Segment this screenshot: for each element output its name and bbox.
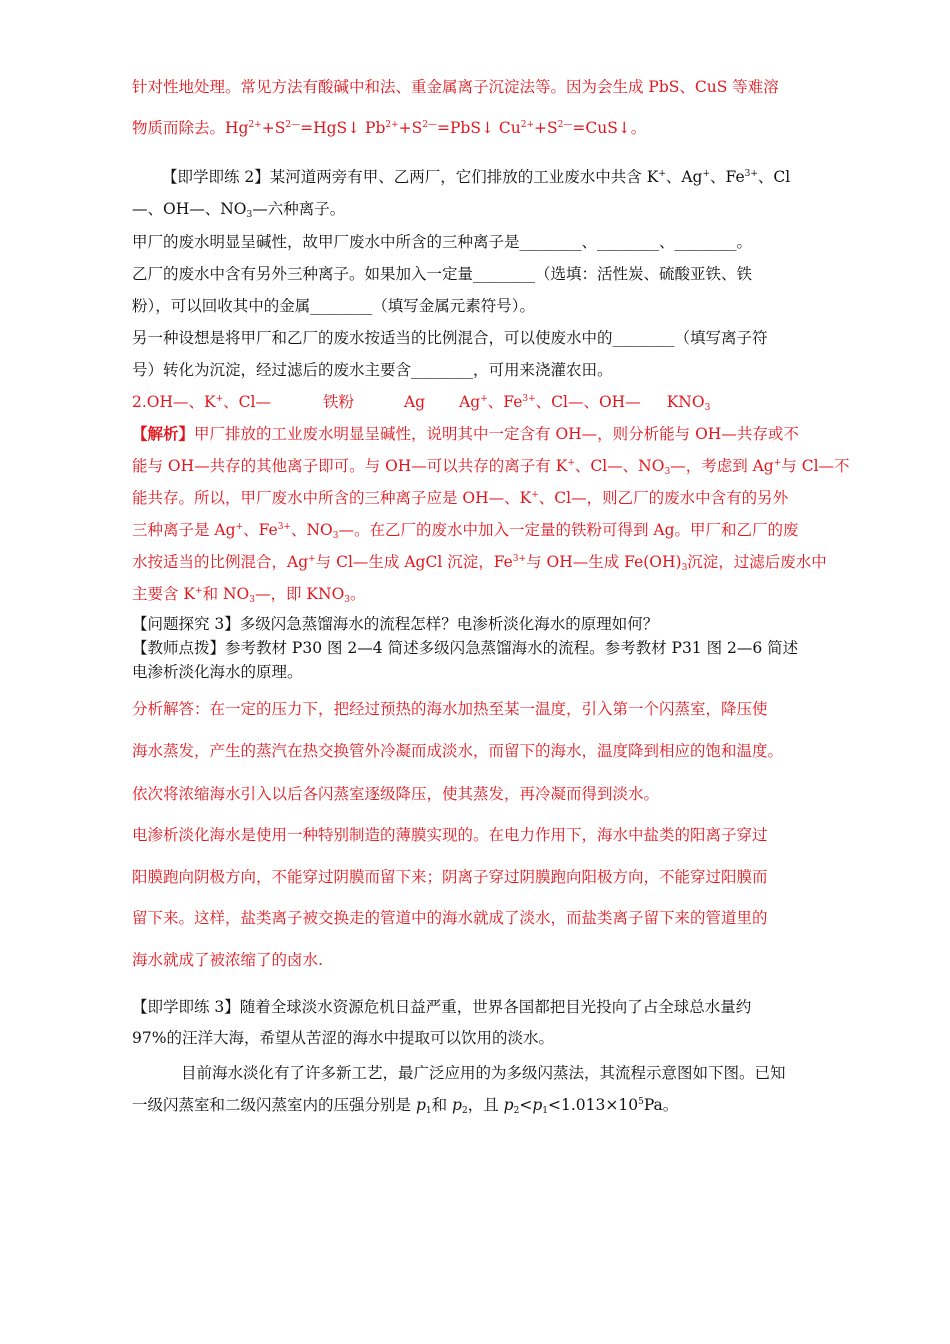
- text: 留下来。这样，盐类离子被交换走的管道中的海水就成了淡水，而盐类离子留下来的管道里的: [132, 909, 768, 927]
- text: 、Fe: [487, 393, 523, 411]
- superscript: +: [658, 169, 666, 179]
- text: 海水就成了被浓缩了的卤水.: [132, 951, 323, 969]
- text: 、Fe: [710, 168, 745, 186]
- superscript: 2—: [422, 120, 438, 130]
- text: 电渗析淡化海水是使用一种特别制造的薄膜实现的。在电力作用下，海水中盐类的阳离子穿过: [132, 826, 768, 844]
- practice3-line2: [132, 1027, 554, 1049]
- text: —，考虑到 Ag: [670, 457, 774, 475]
- text: ，且: [467, 1096, 504, 1114]
- text: 、Cl—: [223, 393, 271, 411]
- text: —、OH—、NO: [132, 200, 247, 218]
- explore3-answer1: [132, 698, 768, 720]
- practice3-line1: [132, 996, 751, 1018]
- practice2-line2: [132, 198, 345, 220]
- analysis-line4: [132, 519, 799, 541]
- text: +S: [398, 119, 423, 137]
- text: Ag: [403, 393, 426, 411]
- superscript: 5: [638, 1097, 644, 1107]
- text: 铁粉: [322, 393, 354, 411]
- explore3-answer2: [132, 740, 783, 762]
- text: 针对性地处理。常见方法有酸碱中和法、重金属离子沉淀法等。因为会生成 PbS、CuS 等难溶: [132, 78, 779, 96]
- explore3-answer3: [132, 783, 659, 805]
- text: 水按适当的比例混合，Ag: [132, 553, 309, 571]
- text: 目前海水淡化有了许多新工艺，最广泛应用的为多级闪蒸法，其流程示意图如下图。已知: [181, 1064, 786, 1082]
- superscript: 3+: [277, 522, 291, 532]
- analysis-line3: [132, 487, 788, 509]
- text: 与 OH—生成 Fe(OH): [526, 553, 682, 571]
- text: 、Cl—、OH—: [535, 393, 641, 411]
- analysis-label: 【解析】: [132, 424, 195, 443]
- superscript: 2—: [557, 120, 573, 130]
- pressure-symbol: p: [532, 1096, 543, 1114]
- text: +S: [261, 119, 286, 137]
- text: —，即 KNO: [255, 585, 345, 603]
- text: 海水蒸发，产生的蒸汽在热交换管外冷凝而成淡水，而留下的海水，温度降到相应的饱和温度。: [132, 742, 784, 760]
- explore3-answer7: [132, 949, 323, 971]
- superscript: 2+: [385, 120, 399, 130]
- text: 一级闪蒸室和二级闪蒸室内的压强分别是: [132, 1096, 416, 1114]
- subscript: 3: [332, 531, 339, 541]
- section1-line2: [132, 117, 646, 139]
- subscript: 3: [704, 403, 711, 413]
- text: 能共存。所以，甲厂废水中所含的三种离子应是 OH—、K: [132, 489, 532, 507]
- text: 。: [350, 585, 366, 603]
- subscript: 3: [246, 210, 253, 220]
- text: 、Cl—、NO: [574, 457, 665, 475]
- text: 分析解答：在一定的压力下，把经过预热的海水加热至某一温度，引入第一个闪蒸室，降压使: [132, 700, 768, 718]
- text: —六种离子。: [252, 200, 346, 218]
- subscript: 1: [542, 1106, 548, 1116]
- superscript: +: [567, 458, 575, 468]
- superscript: +: [531, 490, 539, 500]
- explore3-answer4: [132, 824, 768, 846]
- analysis-line5: [132, 551, 827, 573]
- text: 2.OH—、K: [132, 393, 216, 411]
- superscript: 3+: [512, 554, 527, 564]
- text: 【问题探究 3】多级闪急蒸馏海水的流程怎样？电渗析淡化海水的原理如何？: [132, 615, 659, 633]
- practice2-line3: [132, 231, 752, 253]
- text: 依次将浓缩海水引入以后各闪蒸室逐级降压，使其蒸发，再冷凝而得到淡水。: [132, 785, 660, 803]
- subscript: 3: [681, 563, 688, 573]
- text: Pa。: [643, 1096, 679, 1114]
- text: —。在乙厂的废水中加入一定量的铁粉可得到 Ag。甲厂和乙厂的废: [338, 521, 799, 539]
- superscript: +: [308, 554, 316, 564]
- text: 粉），可以回收其中的金属________（填写金属元素符号）。: [132, 297, 536, 315]
- explore3-question: [132, 613, 658, 635]
- superscript: 2+: [248, 120, 262, 130]
- text: 三种离子是 Ag: [132, 521, 236, 539]
- text: 、NO: [290, 521, 333, 539]
- subscript: 3: [344, 595, 351, 605]
- text: 甲厂排放的工业废水明显呈碱性，说明其中一定含有 OH—，则分析能与 OH—共存或不: [194, 425, 799, 443]
- text: 乙厂的废水中含有另外三种离子。如果加入一定量________（选填：活性炭、硫酸亚铁、铁: [132, 265, 753, 283]
- practice2-line4: [132, 263, 752, 285]
- text: 能与 OH—共存的其他离子即可。与 OH—可以共存的离子有 K: [132, 457, 568, 475]
- analysis-line2: [132, 455, 850, 477]
- text: 、Ag: [665, 168, 703, 186]
- superscript: +: [702, 169, 711, 179]
- explore3-answer6: [132, 907, 768, 929]
- section1-line1: [132, 76, 779, 98]
- pressure-symbol: p: [503, 1096, 514, 1114]
- practice3-line3: [181, 1062, 786, 1084]
- text: 【即学即练 2】某河道两旁有甲、乙两厂，它们排放的工业废水中共含 K: [162, 168, 659, 186]
- text: 和: [431, 1096, 453, 1114]
- text: 物质而除去。Hg: [132, 119, 249, 137]
- explore3-teacher2: [132, 661, 303, 683]
- text: =HgS↓ Pb: [300, 119, 386, 137]
- text: +S: [534, 119, 558, 137]
- practice3-line4: [132, 1094, 678, 1116]
- superscript: 2—: [285, 120, 301, 130]
- practice2-answer: [132, 391, 710, 413]
- superscript: +: [195, 586, 203, 596]
- superscript: +: [480, 394, 488, 404]
- subscript: 1: [425, 1106, 432, 1116]
- superscript: 2+: [520, 120, 535, 130]
- subscript: 3: [249, 595, 255, 605]
- text: 、Cl: [757, 168, 791, 186]
- subscript: 2: [513, 1106, 520, 1116]
- superscript: 3+: [522, 394, 536, 404]
- text: 号）转化为沉淀，经过滤后的废水主要含________，可用来浇灌农田。: [132, 361, 613, 379]
- text: 电渗析淡化海水的原理。: [132, 663, 303, 681]
- analysis-line1: [132, 423, 799, 445]
- practice2-line5: [132, 295, 535, 317]
- pressure-symbol: p: [415, 1096, 426, 1114]
- pressure-symbol: p: [452, 1096, 462, 1114]
- text: 阳膜跑向阴极方向，不能穿过阴膜而留下来；阴离子穿过阴膜跑向阳极方向，不能穿过阳膜而: [132, 868, 768, 886]
- subscript: 2: [461, 1106, 468, 1116]
- explore3-answer5: [132, 866, 768, 888]
- superscript: +: [235, 522, 244, 532]
- text: 97%的汪洋大海，希望从苦涩的海水中提取可以饮用的淡水。: [132, 1029, 554, 1047]
- text: 与 Cl—不: [781, 457, 850, 475]
- superscript: 3+: [744, 169, 758, 179]
- analysis-line6: [132, 583, 366, 605]
- superscript: +: [215, 394, 224, 404]
- text: 、Cl—，则乙厂的废水中含有的另外: [538, 489, 789, 507]
- text: 与 Cl—生成 AgCl 沉淀，Fe: [315, 553, 513, 571]
- text: 【即学即练 3】随着全球淡水资源危机日益严重，世界各国都把目光投向了占全球总水量约: [132, 998, 752, 1016]
- subscript: 3: [664, 467, 671, 477]
- text: 【教师点拨】参考教材 P30 图 2—4 简述多级闪急蒸馏海水的流程。参考教材 P31 图 2—6 简述: [132, 639, 799, 657]
- text: =PbS↓ Cu: [437, 119, 521, 137]
- text: =CuS↓。: [572, 119, 647, 137]
- practice2-line7: [132, 359, 613, 381]
- text: 另一种设想是将甲厂和乙厂的废水按适当的比例混合，可以使废水中的________（填写离子符: [132, 329, 768, 347]
- text: <1.013×10: [548, 1096, 639, 1114]
- text: 甲厂的废水明显呈碱性，故甲厂废水中所含的三种离子是________、________、________。: [132, 233, 753, 251]
- practice2-line1: [162, 166, 790, 188]
- practice2-line6: [132, 327, 768, 349]
- superscript: +: [773, 458, 782, 468]
- text: 主要含 K: [132, 585, 196, 603]
- text: 沉淀，过滤后废水中: [687, 553, 827, 571]
- text: KNO: [666, 393, 705, 411]
- explore3-teacher1: [132, 637, 798, 659]
- text: Ag: [459, 393, 481, 411]
- text: <: [519, 1096, 533, 1114]
- text: 和 NO: [202, 585, 250, 603]
- text: 、Fe: [243, 521, 278, 539]
